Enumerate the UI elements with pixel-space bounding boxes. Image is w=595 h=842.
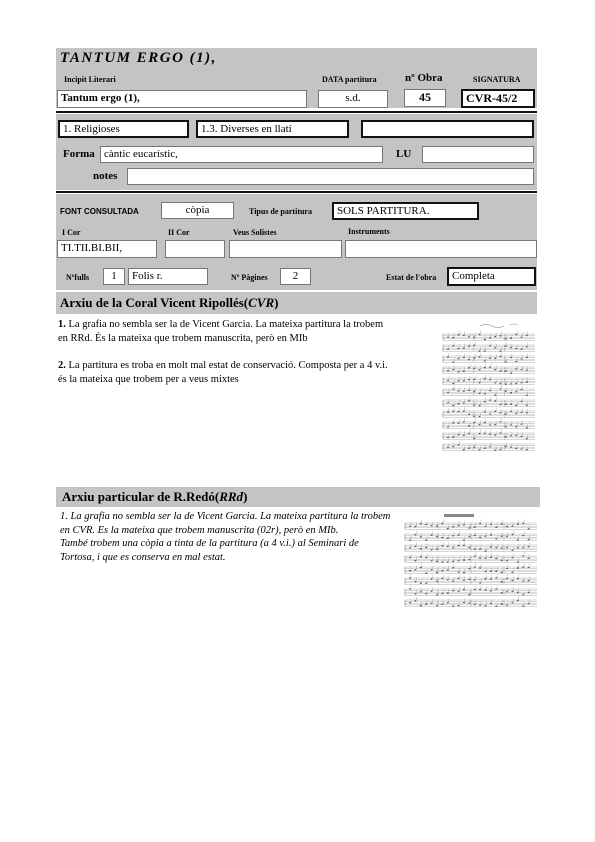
forma-label: Forma	[63, 148, 95, 160]
incipit-label: Incipit Literari	[64, 75, 116, 84]
forma-field[interactable]: càntic eucarístic,	[100, 146, 383, 163]
folis-field[interactable]: Folis r.	[128, 268, 208, 285]
instruments-field[interactable]	[345, 240, 537, 258]
tipus-partitura-label: Tipus de partitura	[249, 207, 312, 216]
archive-cvr-paragraph-2: 2. La partitura es troba en molt mal estat de conservació. Composta per a 4 v.i. és la mateixa que trobem per a veus mixtes	[58, 360, 388, 385]
category-3-field[interactable]	[361, 120, 534, 138]
archive-cvr-notes	[58, 318, 394, 386]
archive-cvr-header: Arxiu de la Coral Vicent Ripollés(CVR)	[56, 292, 537, 314]
archive-rrd-line-2: També trobem una còpia a tinta de la partitura (a 4 v.i.) al Seminari de Tortosa, i que es conserva en mal estat.	[60, 538, 359, 563]
data-partitura-label: DATA partitura	[322, 75, 377, 84]
lu-field[interactable]	[422, 146, 534, 163]
score-thumbnail-rrd-staves	[402, 511, 540, 609]
archive-cvr-code: CVR	[248, 295, 275, 310]
category-2-field[interactable]: 1.3. Diverses en llatí	[196, 120, 349, 138]
archive-rrd-notes	[60, 510, 395, 564]
archive-rrd-code: RRd	[219, 489, 244, 504]
font-consultada-label: FONT CONSULTADA	[60, 207, 139, 216]
archive-cvr-title: Arxiu de la Coral Vicent Ripollés	[60, 295, 244, 310]
score-thumbnail-cvr-staves	[440, 318, 538, 452]
i-cor-label: I Cor	[62, 228, 81, 237]
npagines-field[interactable]: 2	[280, 268, 311, 285]
ii-cor-label: II Cor	[168, 228, 190, 237]
score-thumbnail-rrd[interactable]	[402, 511, 540, 609]
archive-cvr-paragraph-1: 1. La grafia no sembla ser la de Vicent Garcia. La mateixa partitura la trobem en RRd. És la mateixa que trobem manuscrita, però en MIb	[58, 319, 384, 344]
num-obra-label: nº Obra	[405, 72, 443, 84]
signatura-label: SIGNATURA	[473, 75, 521, 84]
instruments-label: Instruments	[348, 227, 390, 236]
divider	[56, 191, 537, 193]
nfulls-label: Nºfulls	[66, 273, 90, 282]
notes-field[interactable]	[127, 168, 534, 185]
npagines-label: Nº Pàgines	[231, 273, 268, 282]
i-cor-field[interactable]: TI.TII.BI.BII,	[57, 240, 157, 258]
page-title: TANTUM ERGO (1),	[60, 50, 217, 66]
veus-solistes-field[interactable]	[229, 240, 342, 258]
tipus-partitura-field[interactable]: SOLS PARTITURA.	[332, 202, 479, 220]
score-thumbnail-cvr[interactable]	[440, 318, 538, 452]
divider	[56, 111, 537, 113]
notes-label: notes	[93, 170, 118, 182]
lu-label: LU	[396, 148, 412, 160]
data-partitura-field[interactable]: s.d.	[318, 90, 388, 108]
archive-rrd-title: Arxiu particular de R.Redó	[62, 489, 215, 504]
font-consultada-field[interactable]: còpia	[161, 202, 234, 219]
num-obra-field[interactable]: 45	[404, 89, 446, 107]
category-1-field[interactable]: 1. Religioses	[58, 120, 189, 138]
archive-rrd-line-1: 1. La grafia no sembla ser la de Vicent Garcia. La mateixa partitura la trobem en CVR. Es la mateixa que trobem manuscrita (02r), però en MIb.	[60, 511, 391, 536]
archive-rrd-header: Arxiu particular de R.Redó(RRd)	[56, 487, 540, 507]
estat-obra-field[interactable]: Completa	[447, 267, 536, 286]
nfulls-field[interactable]: 1	[103, 268, 125, 285]
incipit-field[interactable]: Tantum ergo (1),	[57, 90, 307, 108]
veus-solistes-label: Veus Solistes	[233, 228, 277, 237]
ii-cor-field[interactable]	[165, 240, 225, 258]
signatura-field[interactable]: CVR-45/2	[461, 89, 535, 108]
estat-obra-label: Estat de l'obra	[386, 273, 437, 282]
